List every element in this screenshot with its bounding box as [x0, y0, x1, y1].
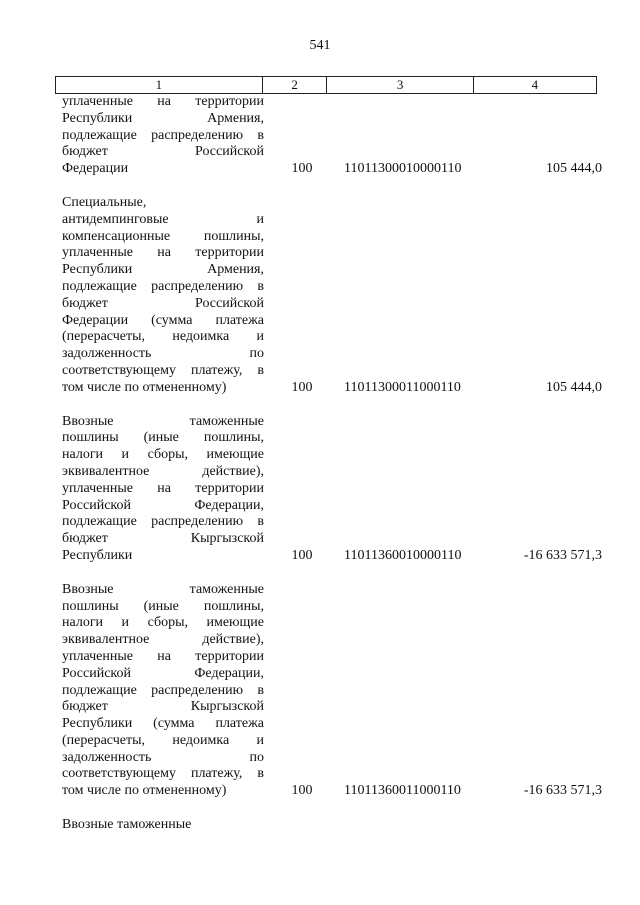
description-line: (перерасчеты, недоимка и [62, 329, 264, 345]
row-description [62, 817, 264, 834]
description-line: Ввозные таможенные [62, 581, 264, 597]
description-line: пошлины (иные пошлины, [62, 598, 264, 614]
description-line: Республики (сумма платежа [62, 716, 264, 732]
description-line: Специальные, [62, 194, 147, 210]
table-body [62, 94, 602, 834]
amount-cell: -16 633 571,3 [523, 547, 602, 563]
code-3-cell: 11011300010000110 [344, 161, 462, 177]
description-line: Российской Федерации, [62, 497, 264, 513]
code-2-cell: 100 [291, 161, 313, 177]
description-line: соответствующему платежу, в [62, 766, 264, 782]
description-line: том числе по отмененному) [62, 783, 227, 799]
description-line: (перерасчеты, недоимка и [62, 732, 264, 748]
row-description [62, 195, 264, 397]
column-header-row [55, 76, 597, 94]
description-line: Федерации [62, 161, 129, 177]
amount-cell: 105 444,0 [546, 379, 602, 395]
table-row [62, 582, 602, 800]
description-line: Федерации (сумма платежа [62, 312, 264, 328]
description-line: уплаченные на территории [62, 480, 264, 496]
description-line: бюджет Кыргызской [62, 699, 264, 715]
table-row [62, 817, 602, 834]
description-line: Ввозные таможенные [62, 817, 192, 833]
code-3-cell: 11011300011000110 [344, 379, 461, 395]
description-line: задолженность по [62, 749, 264, 765]
description-line: подлежащие распределению в [62, 514, 264, 530]
description-line: компенсационные пошлины, [62, 228, 264, 244]
code-2-cell: 100 [291, 783, 313, 799]
description-line: Ввозные таможенные [62, 413, 264, 429]
description-line: пошлины (иные пошлины, [62, 430, 264, 446]
code-3-cell: 11011360011000110 [344, 783, 461, 799]
description-line: подлежащие распределению в [62, 278, 264, 294]
description-line: Республики [62, 547, 133, 563]
description-line: Республики Армения, [62, 110, 264, 126]
description-line: бюджет Российской [62, 295, 264, 311]
page-number: 541 [309, 38, 331, 53]
description-line: задолженность по [62, 346, 264, 362]
amount-cell: 105 444,0 [546, 161, 602, 177]
description-line: бюджет Российской [62, 144, 264, 160]
code-3-cell: 11011360010000110 [344, 547, 462, 563]
description-line: Республики Армения, [62, 262, 264, 278]
description-line: подлежащие распределению в [62, 682, 264, 698]
code-2-cell: 100 [291, 547, 313, 563]
description-line: Российской Федерации, [62, 665, 264, 681]
table-row [62, 414, 602, 565]
description-line: антидемпинговые и [62, 211, 264, 227]
table-row [62, 94, 602, 178]
column-header-4: 4 [531, 77, 539, 92]
description-line: том числе по отмененному) [62, 379, 227, 395]
code-2-cell: 100 [291, 379, 313, 395]
description-line: уплаченные на территории [62, 245, 264, 261]
description-line: уплаченные на территории [62, 648, 264, 664]
description-line: уплаченные на территории [62, 94, 264, 109]
description-line: подлежащие распределению в [62, 127, 264, 143]
column-header-1: 1 [56, 77, 263, 93]
description-line: бюджет Кыргызской [62, 531, 264, 547]
description-line: налоги и сборы, имеющие [62, 447, 264, 463]
description-line: налоги и сборы, имеющие [62, 615, 264, 631]
description-line: эквивалентное действие), [62, 632, 264, 648]
description-line: эквивалентное действие), [62, 463, 264, 479]
table-row [62, 195, 602, 397]
column-header-2: 2 [263, 77, 328, 93]
description-line: соответствующему платежу, в [62, 362, 264, 378]
row-description [62, 94, 264, 178]
row-description [62, 582, 264, 800]
amount-cell: -16 633 571,3 [523, 783, 602, 799]
column-header-3: 3 [327, 77, 473, 93]
row-description [62, 414, 264, 565]
